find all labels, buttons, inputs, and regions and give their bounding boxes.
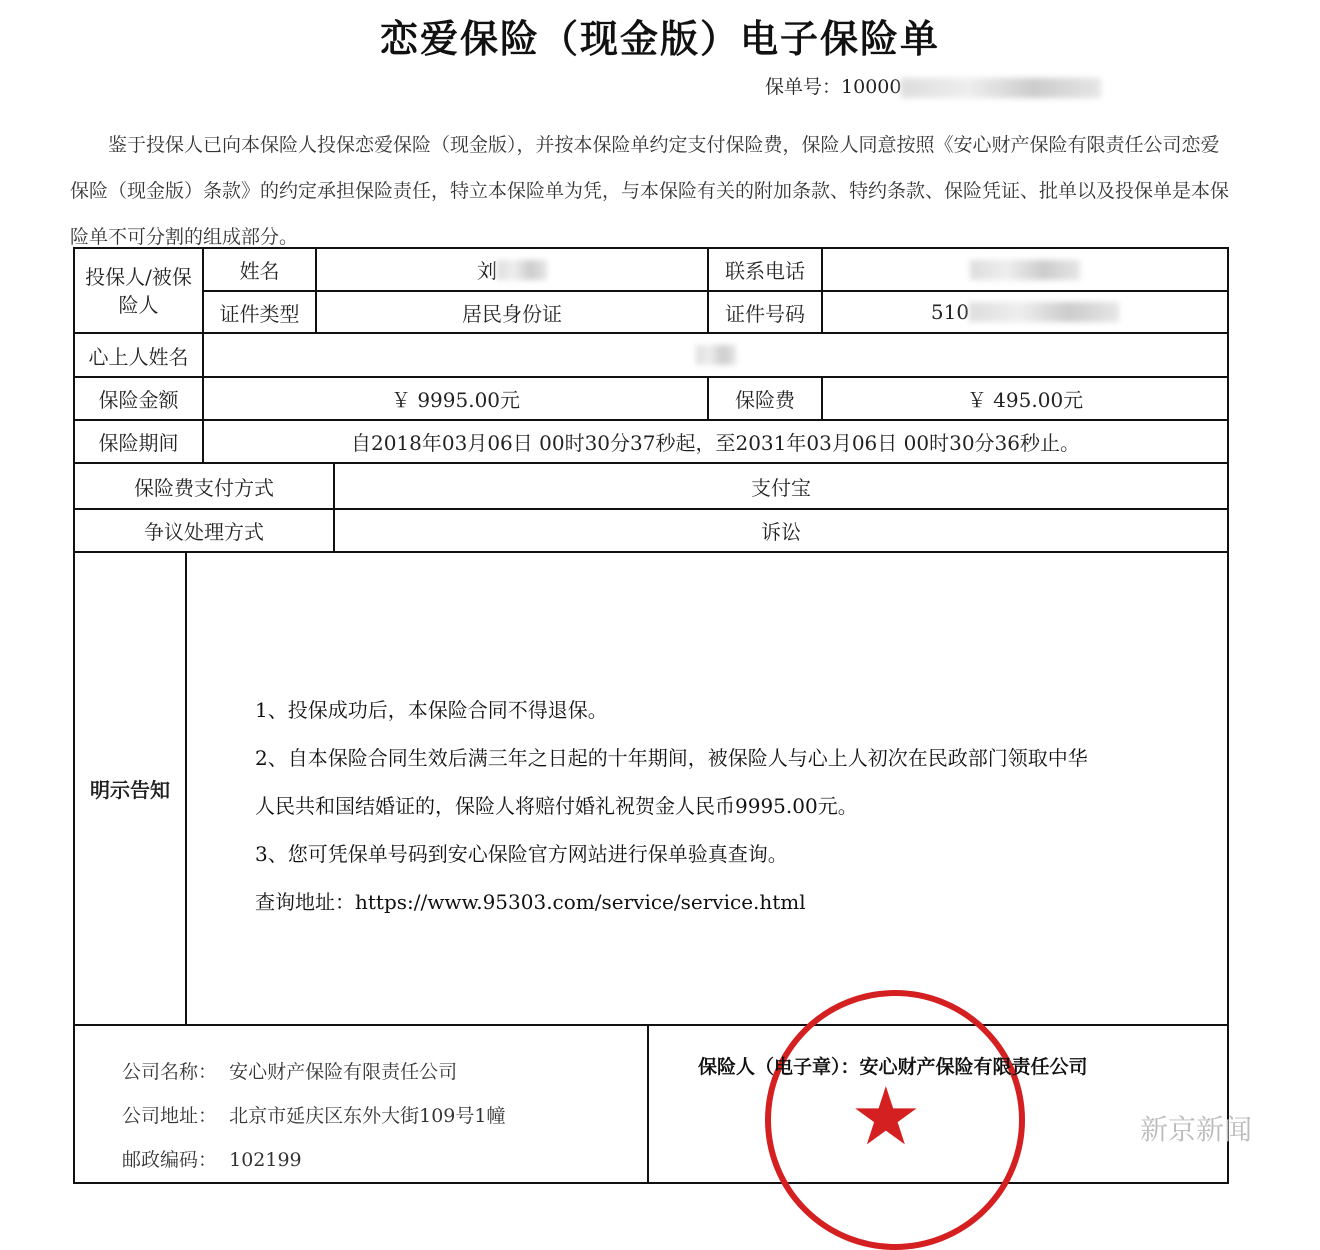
period-value: 自2018年03月06日 00时30分37秒起，至2031年03月06日 00时30分36秒止。 (202, 419, 1229, 464)
policy-number (765, 72, 1101, 99)
notice-list (255, 686, 1088, 926)
phone-value (821, 247, 1229, 292)
postcode-label: 邮政编码： (122, 1149, 218, 1171)
notice-query-url[interactable]: 查询地址：https://www.95303.com/service/service.html (255, 890, 806, 914)
intro-paragraph: 鉴于投保人已向本保险人投保恋爱保险（现金版），并按本保险单约定支付保险费，保险人同意按照《安心财产保险有限责任公司恋爱保险（现金版）条款》的约定承担保险责任，特立本保险单为凭，与本保险有关的附加条款、特约条款、保险凭证、批单以及投保单是本保险单不可分割的组成部分。 (70, 134, 1230, 248)
period-label: 保险期间 (73, 419, 204, 464)
company-info (122, 1050, 505, 1182)
amount-label: 保险金额 (73, 376, 204, 421)
name-text: 刘 (477, 259, 497, 283)
policy-number-value: 10000 (841, 76, 902, 98)
dispute-value: 诉讼 (333, 508, 1229, 553)
notice-item: 人民共和国结婚证的，保险人将赔付婚礼祝贺金人民币9995.00元。 (255, 794, 858, 818)
document-title: 恋爱保险（现金版）电子保险单 (379, 16, 940, 61)
dispute-label: 争议处理方式 (73, 508, 335, 553)
postcode: 102199 (229, 1149, 302, 1171)
idno-text: 510 (930, 300, 970, 324)
company-name-label: 公司名称： (122, 1061, 218, 1083)
address: 北京市延庆区东外大街109号1幢 (229, 1105, 506, 1127)
policy-number-label: 保单号： (765, 76, 842, 98)
redacted-blur (497, 260, 547, 280)
idtype-value: 居民身份证 (315, 290, 709, 334)
idno-label: 证件号码 (707, 290, 823, 334)
redacted-blur (696, 345, 736, 365)
notice-item: 1、投保成功后，本保险合同不得退保。 (255, 698, 608, 722)
watermark: 新京新闻 (1140, 1113, 1253, 1146)
idno-value (821, 290, 1229, 334)
company-name: 安心财产保险有限责任公司 (229, 1061, 458, 1083)
premium-value: ￥ 495.00元 (821, 376, 1229, 421)
payment-label: 保险费支付方式 (73, 462, 335, 510)
insurer-seal-text: 保险人（电子章）：安心财产保险有限责任公司 (698, 1056, 1088, 1078)
redacted-blur (969, 302, 1119, 322)
redacted-blur (970, 260, 1080, 280)
notice-item: 3、您可凭保单号码到安心保险官方网站进行保单验真查询。 (255, 842, 788, 866)
notice-item: 2、自本保险合同生效后满三年之日起的十年期间，被保险人与心上人初次在民政部门领取中华 (255, 746, 1088, 770)
beloved-value (202, 332, 1229, 378)
notice-label: 明示告知 (73, 551, 187, 1026)
redacted-blur (901, 78, 1101, 98)
phone-label: 联系电话 (707, 247, 823, 292)
premium-label: 保险费 (707, 376, 823, 421)
star-icon: ★ (850, 1070, 922, 1163)
holder-label: 投保人/被保险人 (73, 247, 204, 334)
address-label: 公司地址： (122, 1105, 218, 1127)
idtype-label: 证件类型 (202, 290, 317, 334)
name-label: 姓名 (202, 247, 317, 292)
name-value (315, 247, 709, 292)
amount-value: ￥ 9995.00元 (202, 376, 709, 421)
beloved-label: 心上人姓名 (73, 332, 204, 378)
payment-value: 支付宝 (333, 462, 1229, 510)
